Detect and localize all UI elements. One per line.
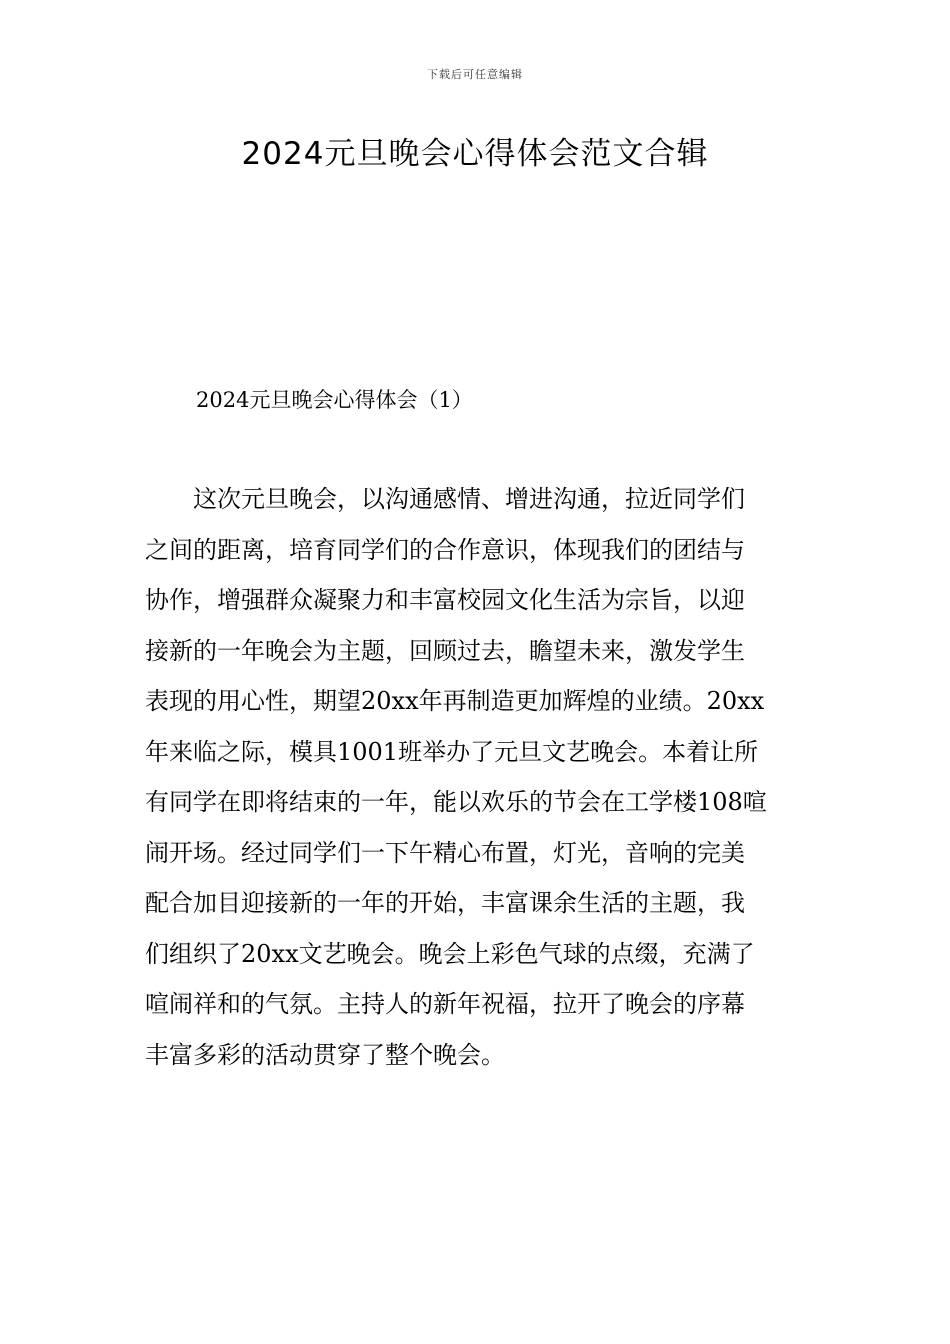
paragraph-line: 们组织了20xx文艺晚会。晚会上彩色气球的点缀，充满了	[145, 939, 755, 968]
section-heading: 2024元旦晚会心得体会（1）	[196, 388, 473, 412]
paragraph-line: 丰富多彩的活动贯穿了整个晚会。	[145, 1040, 505, 1069]
paragraph-line: 有同学在即将结束的一年，能以欢乐的节会在工学楼108喧	[145, 788, 767, 816]
paragraph-line: 年来临之际，模具1001班举办了元旦文艺晚会。本着让所	[145, 737, 759, 766]
paragraph-line: 表现的用心性，期望20xx年再制造更加辉煌的业绩。20xx	[145, 687, 765, 715]
header-note: 下载后可任意编辑	[427, 68, 523, 81]
document-title: 2024元旦晚会心得体会范文合辑	[241, 136, 709, 172]
paragraph-line: 配合加目迎接新的一年的开始，丰富课余生活的主题，我	[145, 889, 745, 917]
paragraph-line: 之间的距离，培育同学们的合作意识，体现我们的团结与	[145, 535, 745, 564]
paragraph-line: 协作，增强群众凝聚力和丰富校园文化生活为宗旨，以迎	[145, 586, 745, 614]
paragraph-line: 接新的一年晚会为主题，回顾过去，瞻望未来，激发学生	[145, 636, 745, 665]
paragraph-line: 闹开场。经过同学们一下午精心布置，灯光，音响的完美	[145, 838, 745, 867]
body-paragraph	[145, 478, 810, 1084]
paragraph-line: 这次元旦晚会，以沟通感情、增进沟通，拉近同学们	[145, 485, 745, 513]
paragraph-line: 喧闹祥和的气氛。主持人的新年祝福，拉开了晚会的序幕	[145, 990, 745, 1018]
